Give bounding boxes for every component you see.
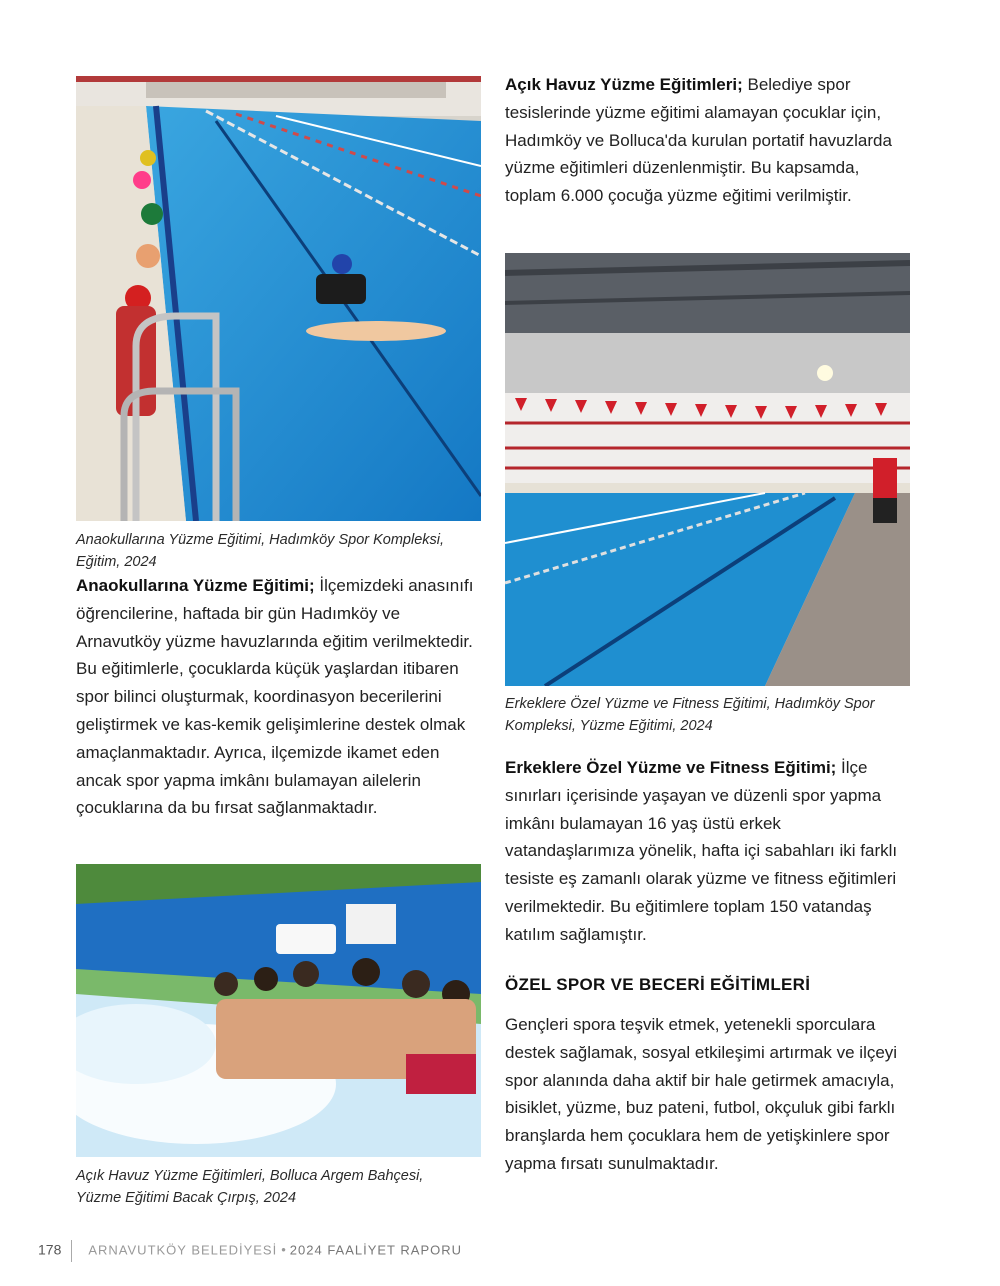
footer-divider bbox=[71, 1240, 78, 1262]
para-anaokul-title: Anaokullarına Yüzme Eğitimi; bbox=[76, 576, 315, 595]
caption-photo1-line1: Anaokullarına Yüzme Eğitimi, Hadımköy Spor Kompleksi, bbox=[76, 532, 445, 548]
para-erkek-text: İlçe sınırları içerisinde yaşayan ve düzenli spor yapma imkânı bulamayan 16 yaş üstü erkek vatandaşlarımıza yönelik, hafta içi sabahları iki farklı tesiste eş zamanlı olarak yüzme ve fitness eğitimleri verilmektedir. Bu eğitimlere toplam 150 vatandaş katılım sağlamıştır. bbox=[505, 758, 898, 944]
photo-men-swimming bbox=[505, 253, 910, 686]
caption-photo1 bbox=[76, 529, 486, 573]
footer-org: ARNAVUTKÖY BELEDİYESİ bbox=[88, 1242, 278, 1258]
para-acik-havuz-text: Belediye spor tesislerinde yüzme eğitimi alamayan çocuklar için, Hadımköy ve Bolluca'da kurulan portatif havuzlarda yüzme eğitimleri düzenlenmiştir. Bu kapsamda, toplam 6.000 çocuğa yüzme eğitimi verilmiştir. bbox=[505, 75, 892, 206]
footer-dot: • bbox=[281, 1242, 286, 1258]
para-acik-havuz-title: Açık Havuz Yüzme Eğitimleri; bbox=[505, 75, 743, 94]
page-number: 178 bbox=[38, 1241, 62, 1258]
caption-photo3-line2: Yüzme Eğitimi Bacak Çırpış, 2024 bbox=[76, 1190, 297, 1206]
para-anaokul bbox=[76, 572, 474, 822]
caption-photo3 bbox=[76, 1165, 486, 1209]
caption-photo2-line2: Kompleksi, Yüzme Eğitimi, 2024 bbox=[505, 718, 713, 734]
page-footer bbox=[38, 1240, 462, 1262]
photo-kids-swimming bbox=[76, 76, 481, 521]
caption-photo3-line1: Açık Havuz Yüzme Eğitimleri, Bolluca Argem Bahçesi, bbox=[76, 1168, 424, 1184]
caption-photo1-line2: Eğitim, 2024 bbox=[76, 554, 157, 570]
section-heading-ozel-spor: ÖZEL SPOR VE BECERİ EĞİTİMLERİ bbox=[505, 975, 811, 994]
footer-report: 2024 FAALİYET RAPORU bbox=[289, 1242, 462, 1258]
photo-open-pool bbox=[76, 864, 481, 1157]
para-erkek-title: Erkeklere Özel Yüzme ve Fitness Eğitimi; bbox=[505, 758, 837, 777]
para-anaokul-text: İlçemizdeki anasınıfı öğrencilerine, haftada bir gün Hadımköy ve Arnavutköy yüzme havuzlarında eğitim verilmektedir. Bu eğitimlerle, çocuklarda küçük yaşlardan itibaren spor bilinci oluşturmak, koordinasyon becerilerini geliştirmek ve kas-kemik gelişimlerine destek olmak amaçlanmaktadır. Ayrıca, ilçemizde ikamet eden ancak spor yapma imkânı bulamayan ailelerin çocuklarına da bu fırsat sağlanmaktadır. bbox=[76, 576, 474, 818]
para-acik-havuz bbox=[505, 71, 909, 210]
caption-photo2 bbox=[505, 693, 915, 737]
para-ozel-spor: Gençleri spora teşvik etmek, yetenekli sporculara destek sağlamak, sosyal etkileşimi artırmak ve ilçeyi spor alanında daha aktif bir hale getirmek amacıyla, bisiklet, yüzme, buz pateni, futbol, okçuluk gibi farklı branşlarda hem çocuklara hem de yetişkinlere spor yapma fırsatı sunulmaktadır. bbox=[505, 1015, 898, 1173]
para-erkek bbox=[505, 754, 909, 949]
caption-photo2-line1: Erkeklere Özel Yüzme ve Fitness Eğitimi, Hadımköy Spor bbox=[505, 696, 875, 712]
